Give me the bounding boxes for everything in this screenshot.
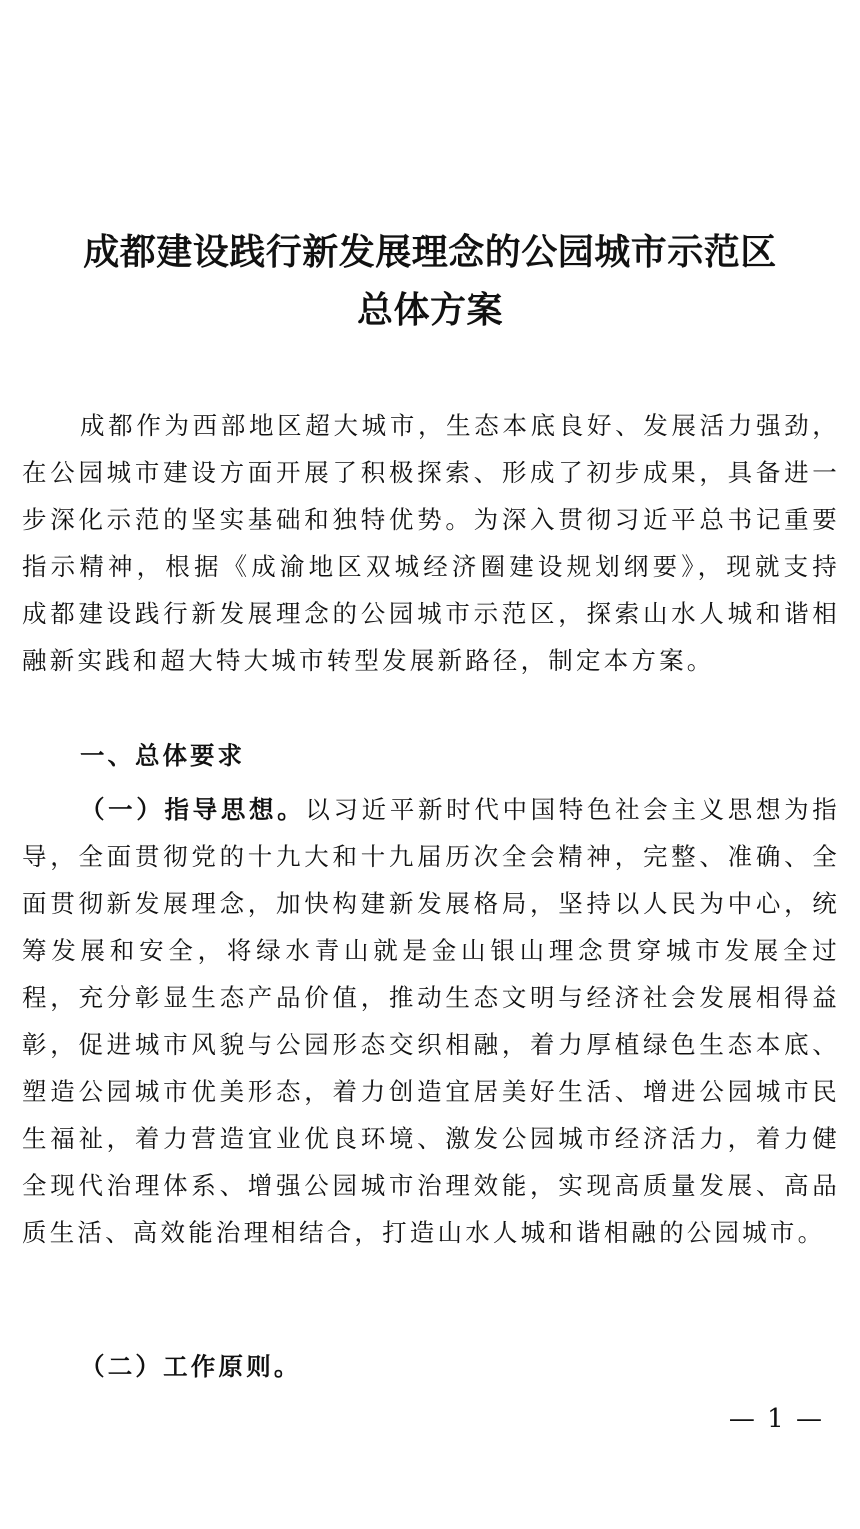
guiding-ideology-paragraph — [22, 786, 840, 1256]
guiding-ideology-lead: （一）指导思想。 — [80, 795, 306, 824]
working-principles-lead: （二）工作原则。 — [80, 1352, 302, 1381]
page-number: — 1 — — [728, 1404, 824, 1434]
section-heading-overall-requirements: 一、总体要求 — [80, 741, 245, 770]
document-title-line-1: 成都建设践行新发展理念的公园城市示范区 — [83, 232, 777, 273]
working-principles-paragraph — [22, 1343, 840, 1390]
guiding-ideology-text: 以习近平新时代中国特色社会主义思想为指导，全面贯彻党的十九大和十九届历次全会精神，完整、准确、全面贯彻新发展理念，加快构建新发展格局，坚持以人民为中心，统筹发展和安全，将绿水青山就是金山银山理念贯穿城市发展全过程，充分彰显生态产品价值，推动生态文明与经济社会发展相得益彰，促进城市风貌与公园形态交织相融，着力厚植绿色生态本底、塑造公园城市优美形态，着力创造宜居美好生活、增进公园城市民生福祉，着力营造宜业优良环境、激发公园城市经济活力，着力健全现代治理体系、增强公园城市治理效能，实现高质量发展、高品质生活、高效能治理相结合，打造山水人城和谐相融的公园城市。 — [22, 795, 840, 1247]
intro-paragraph: 成都作为西部地区超大城市，生态本底良好、发展活力强劲，在公园城市建设方面开展了积极探索、形成了初步成果，具备进一步深化示范的坚实基础和独特优势。为深入贯彻习近平总书记重要指示精神，根据《成渝地区双城经济圈建设规划纲要》，现就支持成都建设践行新发展理念的公园城市示范区，探索山水人城和谐相融新实践和超大特大城市转型发展新路径，制定本方案。 — [22, 411, 840, 675]
document-title-line-2: 总体方案 — [356, 290, 503, 331]
